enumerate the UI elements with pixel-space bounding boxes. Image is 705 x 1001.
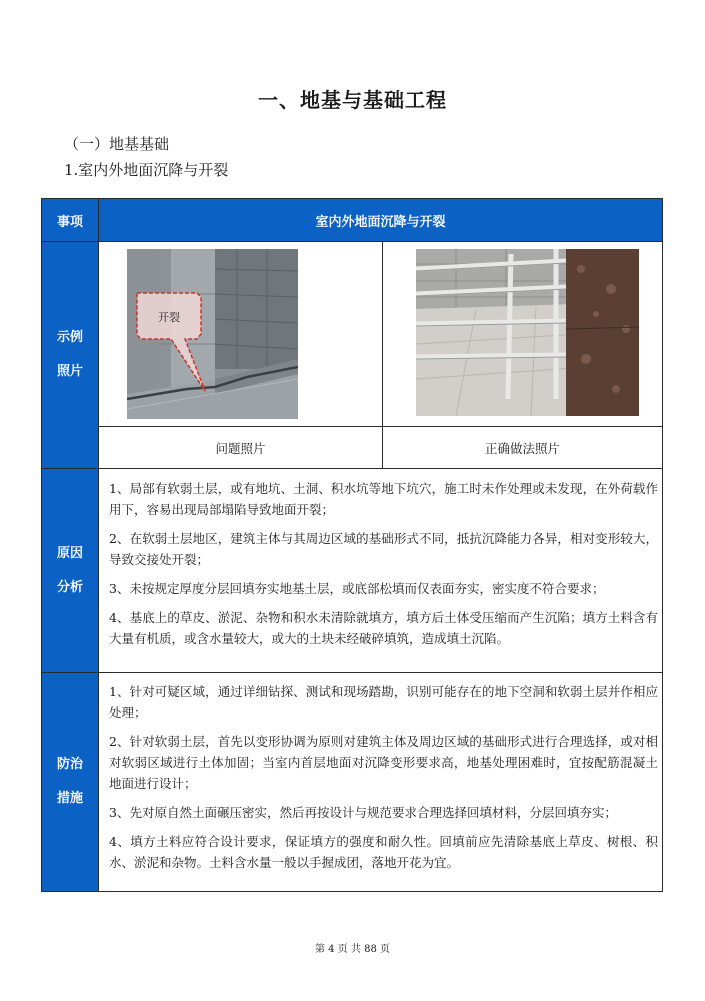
page-footer: 第 4 页 共 88 页 (315, 944, 390, 955)
measure-item: 3、先对原自然土面碾压密实，然后再按设计与规范要求合理选择回填材料，分层回填夯实； (109, 805, 617, 820)
measure-item: 1、针对可疑区域，通过详细钻探、测试和现场踏勘，识别可能存在的地下空洞和软弱土层并作相应处理； (109, 684, 658, 720)
cause-item: 4、基底上的草皮、淤泥、杂物和积水未清除就填方，填方后土体受压缩而产生沉陷；填方土料含有大量有机质，或含水量较大，或大的土块未经破碎填筑，造成填土沉陷。 (109, 610, 658, 646)
header-label: 事项 (56, 214, 83, 230)
cause-label: 原因 分析 (42, 469, 98, 672)
row-divider (99, 426, 662, 427)
col-divider (98, 199, 99, 891)
header-label-cell (42, 199, 98, 241)
cause-text (99, 478, 662, 670)
header-title: 室内外地面沉降与开裂 (315, 214, 446, 230)
issue-table (41, 198, 663, 892)
section-heading: （一）地基基础 (64, 135, 170, 153)
cause-item: 3、未按规定厚度分层回填夯实地基土层，或底部松填而仅表面夯实，密实度不符合要求； (109, 581, 605, 596)
measure-text (99, 681, 662, 891)
problem-caption: 问题照片 (215, 440, 266, 456)
measure-label: 防治 措施 (42, 673, 98, 891)
col-divider (382, 242, 383, 468)
example-label: 示例 照片 (42, 242, 98, 468)
row-divider (42, 672, 662, 673)
cause-item: 2、在软弱土层地区，建筑主体与其周边区域的基础形式不同，抵抗沉降能力各异，相对变形较大，导致交接处开裂； (109, 531, 658, 567)
measure-item: 2、针对软弱土层，首先以变形协调为原则对建筑主体及周边区域的基础形式进行合理选择，或对相对软弱区域进行土体加固；当室内首层地面对沉降变形要求高，地基处理困难时，宜按配筋混凝土地面进行设计； (109, 734, 658, 791)
correct-caption: 正确做法照片 (484, 440, 560, 456)
row-divider (42, 468, 662, 469)
row-divider (42, 241, 662, 242)
cause-item: 1、局部有软弱土层，或有地坑、土洞、积水坑等地下坑穴，施工时未作处理或未发现，在外荷载作用下，容易出现局部塌陷导致地面开裂； (109, 481, 658, 517)
problem-photo (127, 249, 298, 419)
measure-item: 4、填方土料应符合设计要求，保证填方的强度和耐久性。回填前应先清除基底上草皮、树根、积水、淤泥和杂物。土料含水量一般以手握成团，落地开花为宜。 (109, 834, 658, 870)
problem-caption-cell (99, 427, 382, 468)
subsection-heading: 1.室内外地面沉降与开裂 (64, 161, 229, 179)
header-title-cell (99, 199, 662, 241)
correct-photo (416, 249, 639, 416)
callout-label: 开裂 (158, 311, 180, 324)
page-title: 一、地基与基础工程 (258, 88, 447, 112)
correct-caption-cell (383, 427, 662, 468)
